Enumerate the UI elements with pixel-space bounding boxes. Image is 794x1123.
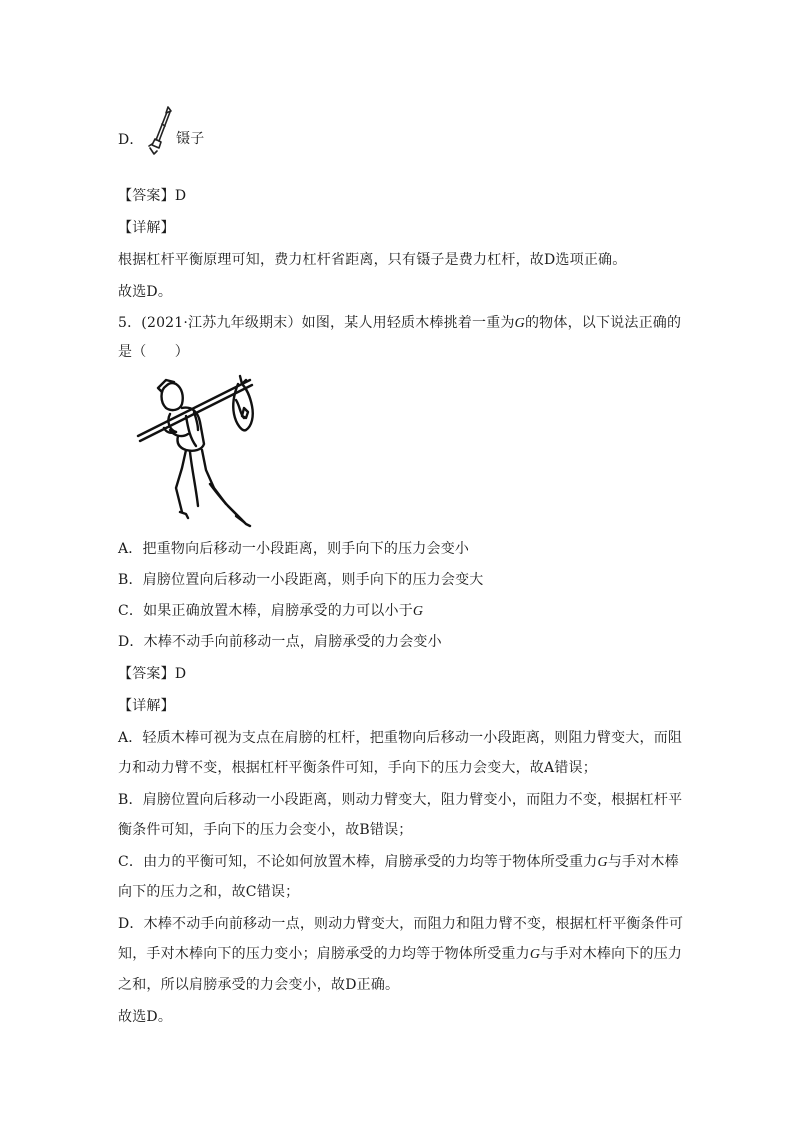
q5-detail-c-line1: C．由力的平衡可知，不论如何放置木棒，肩膀承受的力均等于物体所受重力G与手对木棒 — [118, 854, 679, 870]
q5-answer-value: D — [174, 666, 187, 682]
q5-detail-heading: 【详解】 — [118, 698, 175, 714]
q4-detail-text: 根据杠杆平衡原理可知，费力杠杆省距离，只有镊子是费力杠杆，故D选项正确。 — [118, 252, 627, 268]
q4-option-d-label: D． — [118, 132, 144, 148]
q5-stem-line2: 是（ ） — [118, 344, 189, 360]
symbol-g: G — [412, 604, 424, 619]
person-carrying-load-figure — [136, 372, 258, 528]
q5-detail-a-line2: 力和动力臂不变，根据杠杆平衡条件可知，手向下的压力会变大，故A错误； — [118, 760, 597, 776]
symbol-g: G — [529, 947, 541, 962]
q5-option-d: D．木棒不动手向前移动一点，肩膀承受的力会变小 — [118, 634, 442, 650]
q5-stem-line1: 5．(2021·江苏九年级期末）如图，某人用轻质木棒挑着一重为G的物体，以下说法正确的 — [118, 315, 682, 331]
q5-detail-d-line3: 之和，所以肩膀承受的力会变小，故D正确。 — [118, 977, 400, 993]
symbol-g: G — [597, 855, 608, 870]
q5-answer-label: 【答案】 — [118, 666, 175, 682]
q5-option-b: B．肩膀位置向后移动一小段距离，则手向下的压力会变大 — [118, 572, 484, 588]
q4-option-d-text: 镊子 — [176, 131, 205, 147]
q4-option-d — [118, 130, 144, 150]
q5-conclusion: 故选D。 — [118, 1009, 173, 1025]
tweezers-figure — [146, 104, 176, 160]
q4-conclusion: 故选D。 — [118, 284, 173, 300]
q5-detail-c-line2: 向下的压力之和，故C错误； — [118, 884, 300, 900]
q5-option-a: A．把重物向后移动一小段距离，则手向下的压力会变小 — [118, 541, 470, 557]
q5-option-c: C．如果正确放置木棒，肩膀承受的力可以小于G — [118, 603, 424, 619]
q5-answer — [118, 664, 186, 684]
q4-answer-value: D — [174, 188, 187, 204]
q5-detail-b-line1: B．肩膀位置向后移动一小段距离，则动力臂变大，阻力臂变小，而阻力不变，根据杠杆平 — [118, 792, 683, 808]
q5-detail-b-line2: 衡条件可知，手向下的压力会变小，故B错误； — [118, 822, 413, 838]
q5-detail-a-line1: A．轻质木棒可视为支点在肩膀的杠杆，把重物向后移动一小段距离，则阻力臂变大，而阻 — [118, 730, 683, 746]
q4-answer-label: 【答案】 — [118, 188, 175, 204]
q4-answer — [118, 186, 186, 206]
q5-detail-d-line2: 知，手对木棒向下的压力变小；肩膀承受的力均等于物体所受重力G与手对木棒向下的压力 — [118, 946, 683, 962]
q5-detail-d-line1: D．木棒不动手向前移动一点，则动力臂变大，而阻力和阻力臂不变，根据杠杆平衡条件可 — [118, 916, 684, 932]
q4-detail-heading: 【详解】 — [118, 220, 175, 236]
symbol-g: G — [514, 316, 525, 331]
